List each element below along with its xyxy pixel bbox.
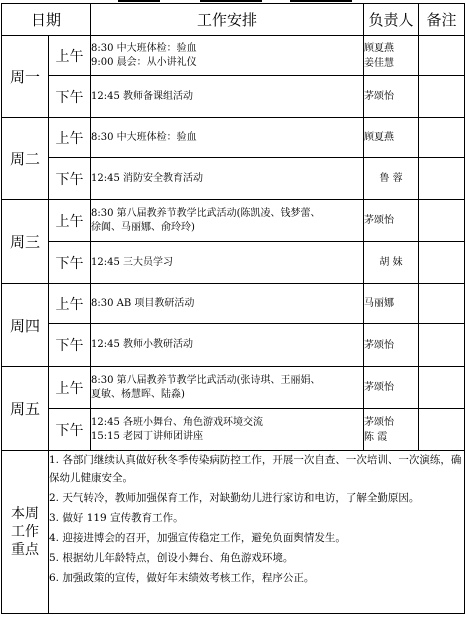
list-item: 5. 根据幼儿年龄特点，创设小舞台、角色游戏环境。 (49, 552, 294, 564)
list-item: 3. 做好 119 宣传教育工作。 (49, 512, 184, 524)
top-rule-left (118, 0, 160, 2)
person-cell (364, 284, 419, 324)
day-label: 周二 (2, 118, 49, 200)
weekly-schedule-table (1, 3, 465, 614)
table-row (2, 367, 465, 409)
note-cell (419, 76, 465, 118)
weekly-focus-row (2, 451, 465, 614)
task-cell (91, 409, 364, 451)
note-cell (419, 409, 465, 451)
person-name: 姜佳慧 (364, 57, 395, 69)
period-label: 下午 (49, 409, 91, 451)
table-row (2, 324, 465, 367)
period-label: 上午 (49, 284, 91, 324)
task-line: 徐阗、马丽娜、俞玲玲) (91, 221, 195, 233)
task-cell (91, 36, 364, 76)
task-cell (91, 200, 364, 242)
list-item: 1. 各部门继续认真做好秋冬季传染病防控工作，开展一次自查、一次培训、一次演练，确保幼儿健康安全。 (49, 454, 462, 484)
task-cell (91, 324, 364, 367)
note-cell (419, 324, 465, 367)
task-line: 8:30 中大班体检：验血 (91, 42, 197, 54)
period-label: 上午 (49, 36, 91, 76)
header-note: 备注 (419, 4, 465, 36)
note-cell (419, 200, 465, 242)
day-label: 周三 (2, 200, 49, 284)
note-cell (419, 36, 465, 76)
table-row (2, 409, 465, 451)
task-cell (91, 242, 364, 284)
person-name: 茅颂怡 (364, 91, 395, 102)
person-cell (364, 324, 419, 367)
task-line: 15:15 老园丁讲师团讲座 (91, 430, 204, 442)
person-name: 茅颂怡 (364, 416, 395, 428)
table-row (2, 76, 465, 118)
note-cell (419, 242, 465, 284)
person-name: 茅颂怡 (364, 339, 395, 351)
task-cell (91, 284, 364, 324)
task-line: 12:45 消防安全教育活动 (91, 172, 204, 184)
header-work: 工作安排 (91, 4, 364, 36)
task-line: 9:00 晨会：从小讲礼仪 (91, 56, 197, 68)
task-line: 12:45 三大员学习 (91, 256, 174, 268)
task-line: 12:45 各班小舞台、角色游戏环境交流 (91, 416, 264, 428)
day-label: 周四 (2, 284, 49, 367)
weekly-focus-label (2, 451, 49, 614)
task-line: 夏敏、杨慧晖、陆淼) (91, 388, 185, 400)
person-cell (364, 367, 419, 409)
table-row (2, 36, 465, 76)
focus-label-line: 工作 (11, 524, 39, 540)
table-row (2, 200, 465, 242)
header-person: 负责人 (364, 4, 419, 36)
day-label: 周五 (2, 367, 49, 451)
task-line: 8:30 第八届教养节教学比武活动(陈凯凌、钱梦蕾、 (91, 207, 321, 219)
list-item: 2. 天气转冷，教师加强保育工作，对缺勤幼儿进行家访和电访，了解全勤原因。 (49, 492, 420, 504)
person-name: 茅颂怡 (364, 382, 395, 393)
task-line: 12:45 教师备课组活动 (91, 90, 194, 102)
person-cell (364, 242, 419, 284)
list-item: 4. 迎接进博会的召开，加强宣传稳定工作，避免负面舆情发生。 (49, 532, 346, 544)
header-date: 日期 (2, 4, 91, 36)
day-label: 周一 (2, 36, 49, 118)
person-name: 马丽娜 (364, 298, 395, 309)
table-row (2, 118, 465, 158)
table-row (2, 242, 465, 284)
table-row (2, 158, 465, 200)
list-item: 6. 加强政策的宣传，做好年末绩效考核工作，程序公正。 (49, 572, 315, 584)
table-row (2, 284, 465, 324)
focus-label-line: 本周 (11, 506, 39, 522)
top-rule-middle (200, 0, 262, 2)
person-name: 茅颂怡 (364, 215, 395, 226)
person-cell (364, 36, 419, 76)
person-cell (364, 200, 419, 242)
weekly-focus-list (49, 451, 465, 614)
person-name: 鲁 蓉 (379, 173, 403, 184)
period-label: 下午 (49, 324, 91, 367)
period-label: 上午 (49, 367, 91, 409)
top-rule-right (290, 0, 352, 2)
focus-label-line: 重点 (11, 542, 39, 558)
person-cell (364, 118, 419, 158)
person-cell (364, 158, 419, 200)
period-label: 下午 (49, 76, 91, 118)
period-label: 上午 (49, 200, 91, 242)
task-line: 8:30 AB 项目教研活动 (91, 297, 195, 309)
period-label: 下午 (49, 158, 91, 200)
period-label: 上午 (49, 118, 91, 158)
task-cell (91, 118, 364, 158)
task-cell (91, 367, 364, 409)
person-cell (364, 76, 419, 118)
person-name: 胡 妹 (379, 257, 403, 268)
person-name: 陈 霞 (364, 431, 388, 443)
person-name: 顾夏燕 (364, 42, 395, 54)
note-cell (419, 118, 465, 158)
task-cell (91, 158, 364, 200)
period-label: 下午 (49, 242, 91, 284)
note-cell (419, 158, 465, 200)
note-cell (419, 367, 465, 409)
task-cell (91, 76, 364, 118)
person-name: 顾夏燕 (364, 132, 395, 143)
header-row (2, 4, 465, 36)
task-line: 8:30 中大班体检：验血 (91, 131, 197, 143)
person-cell (364, 409, 419, 451)
task-line: 12:45 教师小教研活动 (91, 339, 194, 350)
note-cell (419, 284, 465, 324)
task-line: 8:30 第八届教养节教学比武活动(张诗琪、王丽娟、 (91, 374, 321, 386)
